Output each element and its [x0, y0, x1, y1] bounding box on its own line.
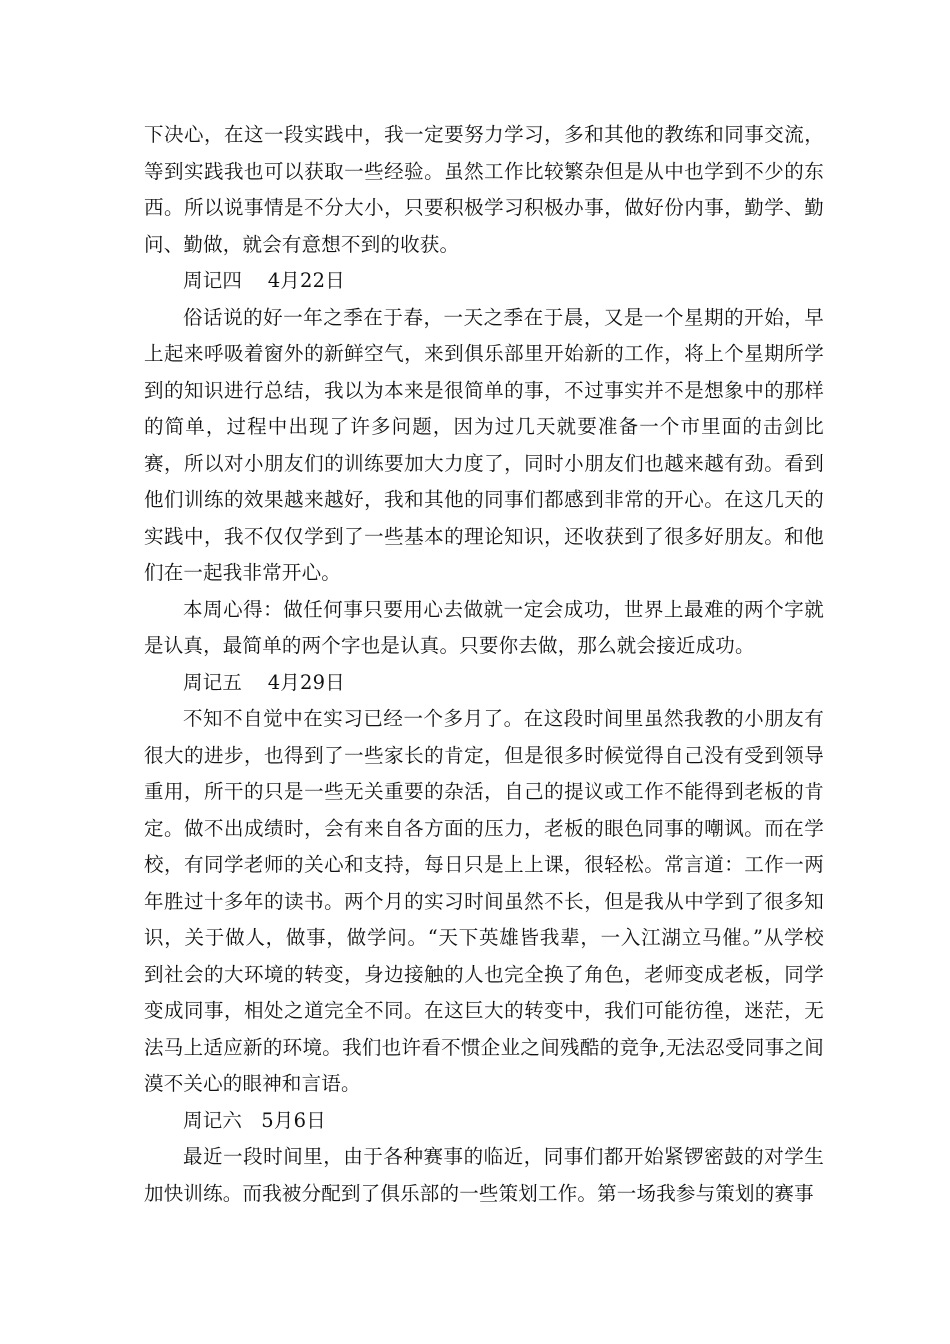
heading-week-5: 周记五 4月29日	[183, 670, 345, 694]
paragraph-week-4-summary: 本周心得：做任何事只要用心去做就一定会成功，世界上最难的两个字就是认真，最简单的两个字也是认真。只要你去做，那么就会接近成功。	[144, 597, 824, 657]
paragraph-intro: 下决心，在这一段实践中，我一定要努力学习，多和其他的教练和同事交流，等到实践我也可以获取一些经验。虽然工作比较繁杂但是从中也学到不少的东西。所以说事情是不分大小，只要积极学习积极办事，做好份内事，勤学、勤问、勤做，就会有意想不到的收获。	[144, 123, 824, 256]
heading-week-6: 周记六 5月6日	[183, 1108, 326, 1132]
paragraph-week-4: 俗话说的好一年之季在于春，一天之季在于晨，又是一个星期的开始，早上起来呼吸着窗外的新鲜空气，来到俱乐部里开始新的工作，将上个星期所学到的知识进行总结，我以为本来是很简单的事，不过事实并不是想象中的那样的简单，过程中出现了许多问题，因为过几天就要准备一个市里面的击剑比赛，所以对小朋友们的训练要加大力度了，同时小朋友们也越来越有劲。看到他们训练的效果越来越好，我和其他的同事们都感到非常的开心。在这几天的实践中，我不仅仅学到了一些基本的理论知识，还收获到了很多好朋友。和他们在一起我非常开心。	[144, 305, 824, 584]
paragraph-week-6: 最近一段时间里，由于各种赛事的临近，同事们都开始紧锣密鼓的对学生加快训练。而我被分配到了俱乐部的一些策划工作。第一场我参与策划的赛事	[144, 1145, 824, 1205]
heading-week-4: 周记四 4月22日	[183, 269, 345, 292]
paragraph-week-5: 不知不自觉中在实习已经一个多月了。在这段时间里虽然我教的小朋友有很大的进步，也得到了一些家长的肯定，但是很多时候觉得自己没有受到领导重用，所干的只是一些无关重要的杂活，自己的提议或工作不能得到老板的肯定。做不出成绩时，会有来自各方面的压力，老板的眼色同事的嘲讽。而在学校，有同学老师的关心和支持，每日只是上上课，很轻松。常言道：工作一两年胜过十多年的读书。两个月的实习时间虽然不长，但是我从中学到了很多知识，关于做人，做事，做学问。“天下英雄皆我辈，一入江湖立马催。”从学校到社会的大环境的转变，身边接触的人也完全换了角色，老师变成老板，同学变成同事，相处之道完全不同。在这巨大的转变中，我们可能彷徨，迷茫，无法马上适应新的环境。我们也许看不惯企业之间残酷的竞争,无法忍受同事之间漠不关心的眼神和言语。	[144, 707, 824, 1095]
document-body	[144, 117, 824, 1212]
